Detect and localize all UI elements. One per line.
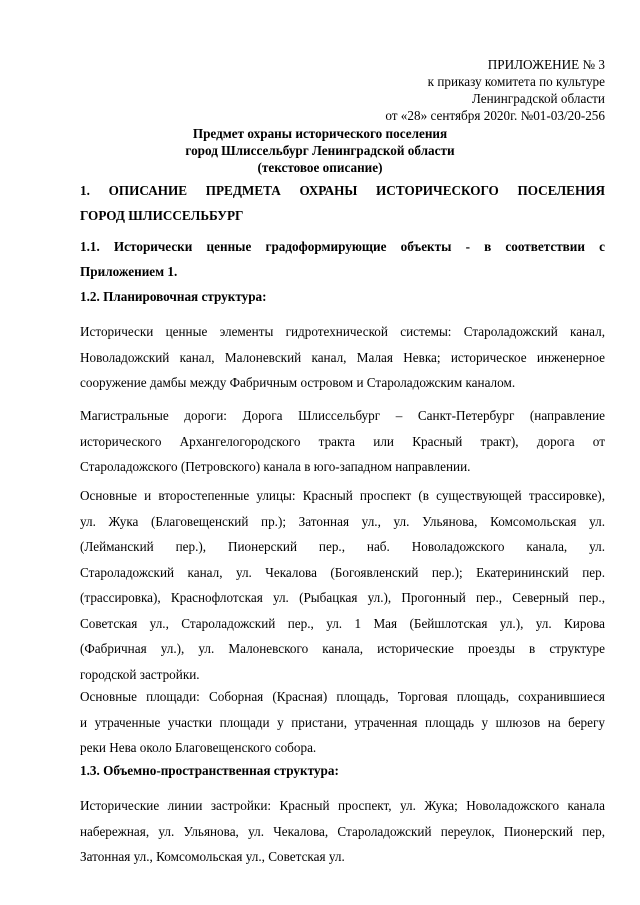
paragraph-streets-line2: ул. Жука (Благовещенский пр.); Затонная ул., ул. Ульянова, Комсомольская ул. (80, 513, 605, 529)
document-title-line3: (текстовое описание) (257, 160, 383, 175)
paragraph-streets-line5: (трассировка), Краснофлотская ул. (Рыбацкая ул.), Прогонный пер., Северный пер., (80, 590, 605, 605)
appendix-number: ПРИЛОЖЕНИЕ № 3 (487, 57, 605, 72)
section-1-3-heading: 1.3. Объемно-пространственная структура: (80, 763, 339, 778)
paragraph-building-lines-line2: набережная, ул. Ульянова, ул. Чекалова, Староладожский переулок, Пионерский пер, (80, 823, 605, 839)
paragraph-streets-line4: Староладожский канал, ул. Чекалова (Богоявленский пер.); Екатерининский пер. (80, 564, 605, 580)
paragraph-hydrotechnical-line2: Новоладожский канал, Малоневский канал, Малая Невка; историческое инженерное (80, 349, 605, 365)
appendix-date-line: от «28» сентября 2020г. №01-03/20-256 (385, 108, 605, 123)
appendix-order-line: к приказу комитета по культуре (427, 74, 605, 89)
section-1-1-heading (80, 234, 605, 284)
paragraph-main-roads-line1: Магистральные дороги: Дорога Шлиссельбург – Санкт-Петербург (направление (80, 408, 605, 423)
paragraph-hydrotechnical-line1: Исторически ценные элементы гидротехнической системы: Староладожский канал, (80, 324, 605, 339)
paragraph-hydrotechnical (80, 319, 605, 396)
paragraph-streets-line3: (Лейманский пер.), Пионерский пер., наб. Новоладожского канала, ул. (80, 539, 605, 554)
section-1-1-line2: Приложением 1. (80, 264, 178, 279)
document-title-line1: Предмет охраны исторического поселения (192, 126, 448, 141)
paragraph-squares-line3: реки Нева около Благовещенского собора. (80, 740, 317, 755)
paragraph-streets-line8: городской застройки. (80, 666, 200, 682)
paragraph-building-lines-line3: Затонная ул., Комсомольская ул., Советская ул. (80, 849, 345, 864)
paragraph-squares (80, 684, 605, 761)
appendix-region-line: Ленинградской области (471, 91, 605, 106)
paragraph-streets-line1: Основные и второстепенные улицы: Красный проспект (в существующей трассировке), (80, 488, 605, 503)
paragraph-hydrotechnical-line3: сооружение дамбы между Фабричным островом и Староладожским каналом. (80, 375, 516, 390)
paragraph-squares-line2: и утраченные участки площади у пристани, утраченная площадь у шлюзов на берегу (80, 714, 605, 730)
section-1-heading-line2: ГОРОД ШЛИССЕЛЬБУРГ (80, 208, 244, 223)
section-1-1-line1: 1.1. Исторически ценные градоформирующие объекты - в соответствии с (80, 239, 605, 254)
paragraph-streets (80, 483, 605, 687)
paragraph-streets-line6: Советская ул., Староладожский пер., ул. 1 Мая (Бейшлотская ул.), ул. Кирова (80, 615, 605, 631)
paragraph-main-roads (80, 403, 605, 480)
paragraph-main-roads-line3: Староладожского (Петровского) канала в юго-западном направлении. (80, 459, 471, 474)
paragraph-streets-line7: (Фабричная ул.), ул. Малоневского канала, исторические проезды в структуре (80, 641, 605, 656)
paragraph-building-lines-line1: Исторические линии застройки: Красный проспект, ул. Жука; Новоладожского канала (80, 798, 605, 813)
document-title-line2: город Шлиссельбург Ленинградской области (185, 143, 455, 158)
paragraph-squares-line1: Основные площади: Соборная (Красная) площадь, Торговая площадь, сохранившиеся (80, 689, 605, 704)
paragraph-main-roads-line2: исторического Архангелогородского тракта или Красный тракт), дорога от (80, 433, 605, 449)
section-1-heading (80, 178, 605, 228)
section-1-2-heading: 1.2. Планировочная структура: (80, 289, 267, 304)
paragraph-building-lines (80, 793, 605, 870)
section-1-heading-line1: 1. ОПИСАНИЕ ПРЕДМЕТА ОХРАНЫ ИСТОРИЧЕСКОГО ПОСЕЛЕНИЯ (80, 183, 605, 198)
